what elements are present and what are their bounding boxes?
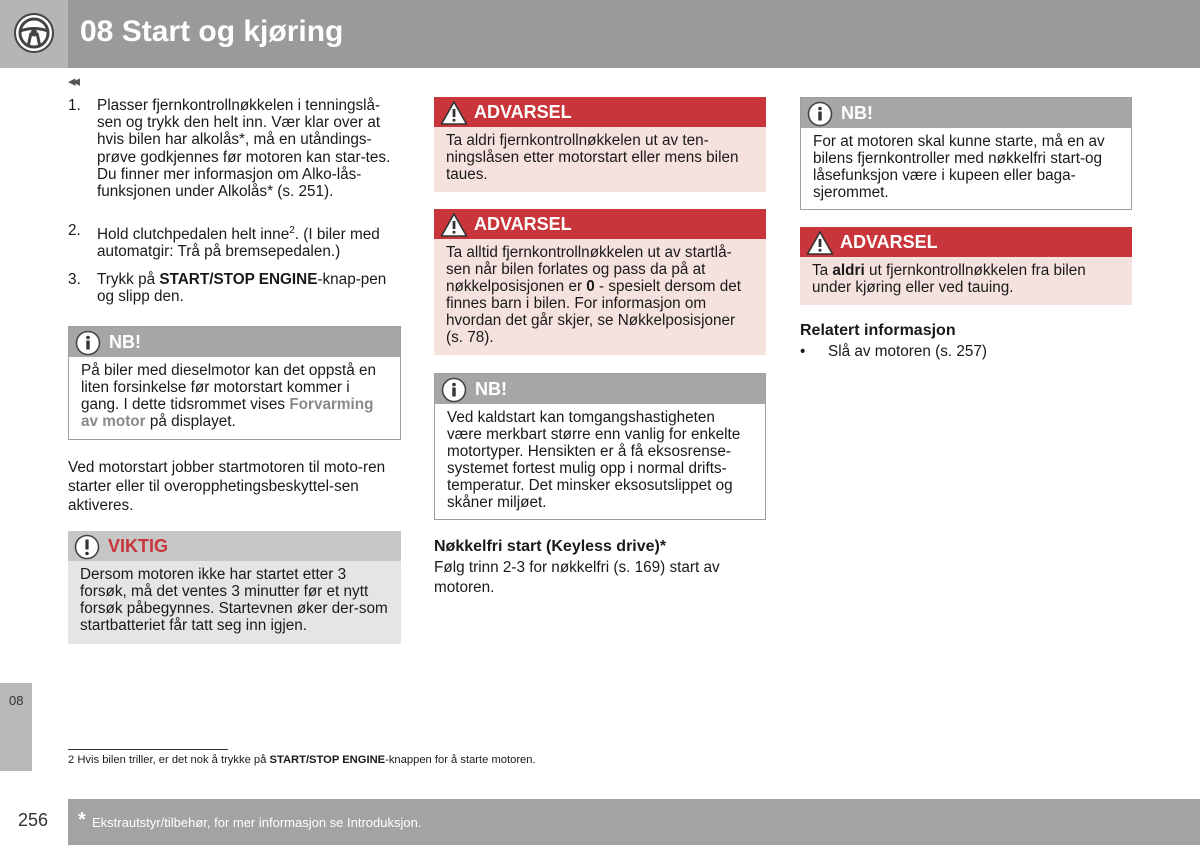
footnote: 2 Hvis bilen triller, er det nok å trykke på START/STOP ENGINE-knappen for å starte motoren. xyxy=(68,754,536,766)
step-text: Plasser fjernkontrollnøkkelen i tenningslå-sen og trykk den helt inn. Vær klar over at hvis bilen har alkolås*, må en utåndings-prøve godkjennes før motoren kan star-tes. Du finner mer informasjon om Alko-lås-funksjonen under Alkolås* (s. 251). xyxy=(97,97,391,201)
note-label: NB! xyxy=(841,103,873,123)
step-number: 1. xyxy=(68,97,81,114)
info-icon xyxy=(75,330,101,356)
bullet-icon: • xyxy=(800,343,806,360)
step-text: Hold clutchpedalen helt inne$^2$. (I biler med automatgir: Trå på bremsepedalen.) xyxy=(97,225,380,261)
related-list xyxy=(800,343,987,360)
note-box xyxy=(800,97,1132,210)
note-label: NB! xyxy=(475,379,507,399)
warning-triangle-icon xyxy=(806,230,834,256)
step-2 xyxy=(68,222,403,261)
note-header xyxy=(801,98,1131,128)
important-label: VIKTIG xyxy=(108,536,169,556)
warning-box xyxy=(800,227,1132,305)
warning-box xyxy=(434,97,766,192)
important-header xyxy=(68,531,401,561)
note-header xyxy=(69,327,400,357)
note-text: På biler med dieselmotor kan det oppstå en liten forsinkelse før motorstart kommer i gang. I dette tidsrommet vises Forvarming av motor på displayet. xyxy=(81,362,377,430)
warning-label: ADVARSEL xyxy=(474,102,572,122)
note-box xyxy=(68,326,401,440)
warning-triangle-icon xyxy=(440,212,468,238)
section-heading: Nøkkelfri start (Keyless drive)* xyxy=(434,538,667,555)
steering-wheel-icon xyxy=(13,12,55,54)
step-1 xyxy=(68,97,403,200)
body-paragraph: Ved motorstart jobber startmotoren til moto-ren starter eller til overopphetingsbeskyttel-sen aktiveres. xyxy=(68,459,386,514)
warning-header xyxy=(434,97,766,127)
info-icon xyxy=(441,377,467,403)
warning-label: ADVARSEL xyxy=(474,214,572,234)
note-box xyxy=(434,373,766,520)
section-text: Følg trinn 2-3 for nøkkelfri (s. 169) start av motoren. xyxy=(434,559,720,596)
note-label: NB! xyxy=(109,332,141,352)
exclamation-icon xyxy=(74,534,100,560)
warning-text: Ta alltid fjernkontrollnøkkelen ut av startlå-sen når bilen forlates og pass da på at nøkkelposisjonen er 0 - spesielt dersom det finnes barn i bilen. For informasjon om hvordan det går skjer, se Nøkkelposisjoner (s. 78). xyxy=(446,244,742,346)
related-heading: Relatert informasjon xyxy=(800,322,956,339)
warning-label: ADVARSEL xyxy=(840,232,938,252)
page-title: 08 Start og kjøring xyxy=(80,15,344,48)
step-text: Trykk på START/STOP ENGINE-knap-pen og slipp den. xyxy=(97,271,387,306)
warning-header xyxy=(434,209,766,239)
footer-text: Ekstrautstyr/tilbehør, for mer informasjon se Introduksjon. xyxy=(92,815,422,830)
page-number: 256 xyxy=(18,810,49,830)
step-number: 2. xyxy=(68,222,81,239)
note-header xyxy=(435,374,765,404)
note-text: Ved kaldstart kan tomgangshastigheten være merkbart større enn vanlig for enkelte motortyper. Hensikten er å få eksosrense-systemet fortest mulig opp i normal drifts-temperatur. Det minsker eksosutslippet og skåner miljøet. xyxy=(447,409,741,511)
asterisk-mark: * xyxy=(78,809,86,831)
note-text: For at motoren skal kunne starte, må en av bilens fjernkontroller med nøkkelfri start-og låsefunksjon være i kupeen eller baga-sjerommet. xyxy=(813,133,1105,201)
back-arrows-icon[interactable]: ◂◂ xyxy=(68,73,78,90)
chapter-tab[interactable]: 08 xyxy=(0,683,32,771)
step-number: 3. xyxy=(68,271,81,288)
important-text: Dersom motoren ikke har startet etter 3 forsøk, må det ventes 3 minutter før et nytt forsøk påbegynnes. Startevnen øker der-som startbatteriet får tatt seg inn igjen. xyxy=(80,566,388,634)
important-box xyxy=(68,531,401,644)
warning-text: Ta aldri fjernkontrollnøkkelen ut av ten-ningslåsen etter motorstart eller mens bilen taues. xyxy=(446,132,739,183)
footnote-rule xyxy=(68,749,228,750)
warning-box xyxy=(434,209,766,355)
related-link[interactable]: Slå av motoren (s. 257) xyxy=(828,343,987,360)
info-icon xyxy=(807,101,833,127)
warning-header xyxy=(800,227,1132,257)
warning-triangle-icon xyxy=(440,100,468,126)
warning-text: Ta aldri ut fjernkontrollnøkkelen fra bilen under kjøring eller ved tauing. xyxy=(812,262,1086,296)
step-3 xyxy=(68,271,403,305)
footnote-ref[interactable]: 2 xyxy=(289,225,295,236)
